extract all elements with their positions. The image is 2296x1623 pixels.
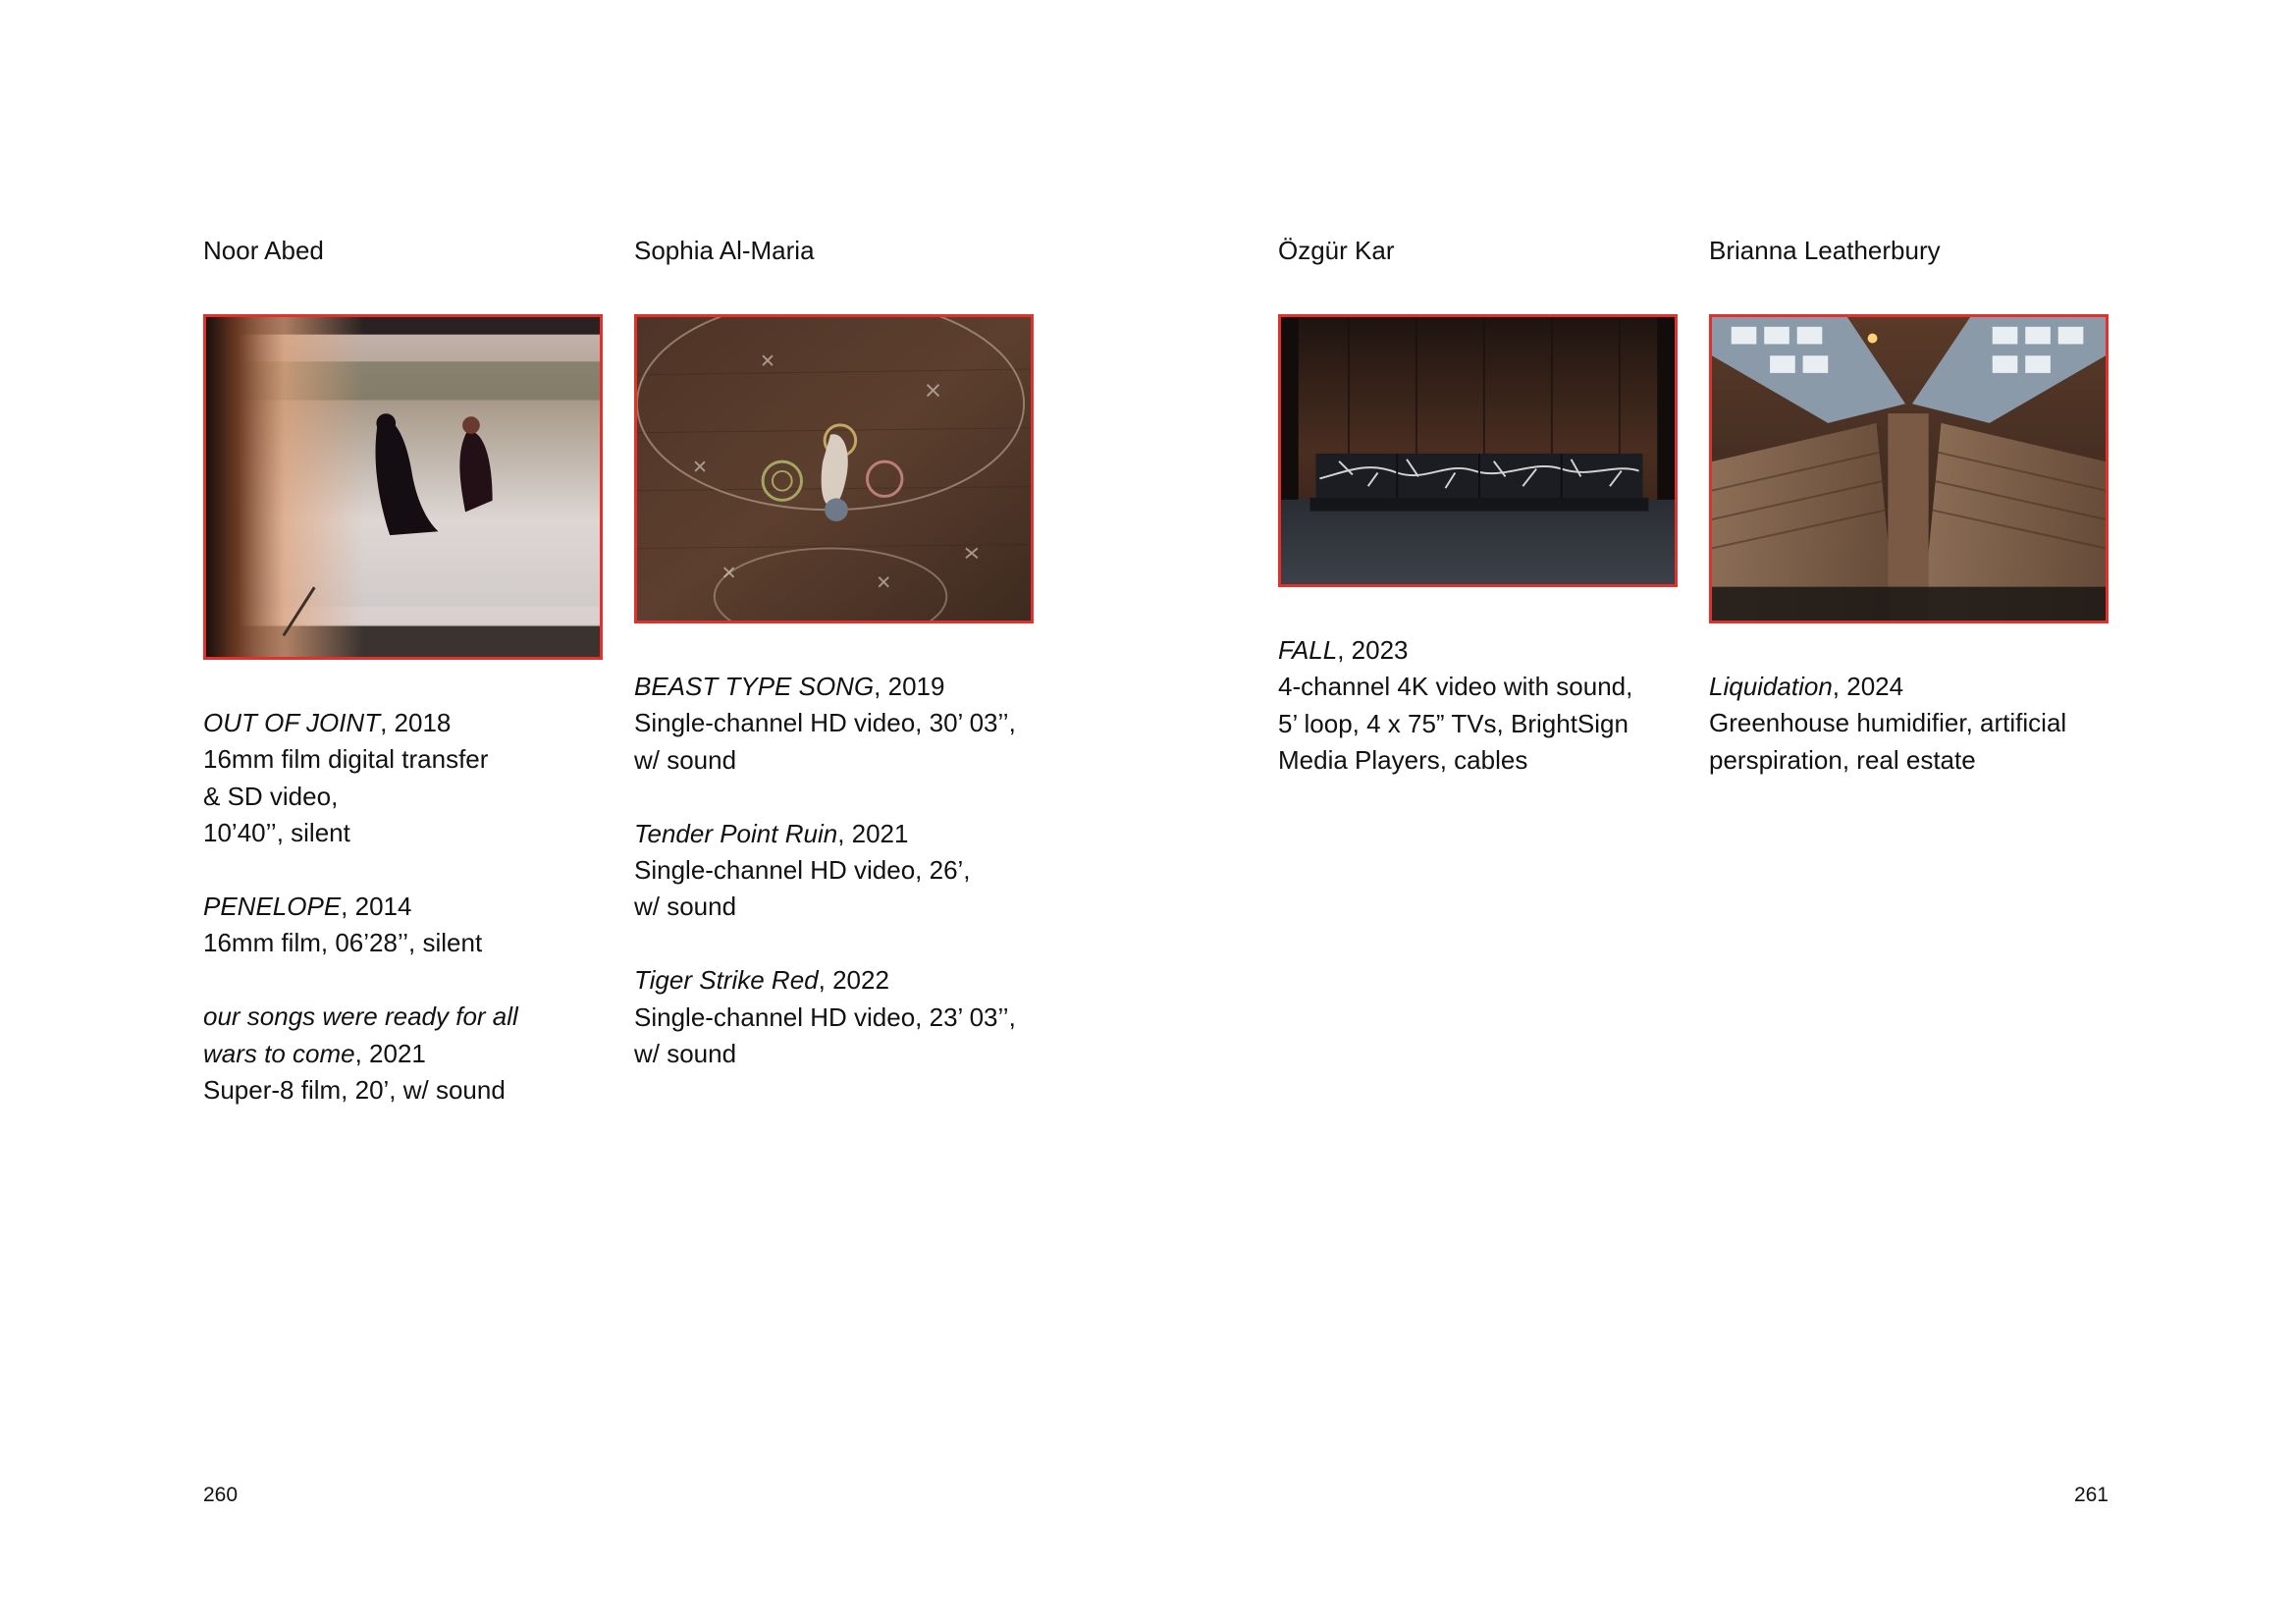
work-detail: Single-channel HD video, 26’, [634,855,971,886]
work-year: , 2021 [354,1038,426,1068]
works-list [203,705,518,1109]
work-title: Tiger Strike Red [634,965,819,996]
work-title-line: our songs were ready for all [203,1001,518,1032]
installation-image [1281,317,1675,584]
work-year: , 2014 [341,892,412,922]
work-detail: Single-channel HD video, 23’ 03’’, [634,1001,1016,1032]
artwork-image-beast-type-song [634,314,1034,623]
work-entry [1278,632,1632,780]
works-list [1278,632,1632,780]
work-entry [634,816,1016,926]
works-list [1709,669,2066,779]
floor-drawing-image [637,317,1031,621]
page-number-right: 261 [2073,1484,2109,1506]
work-detail: 10’40’’, silent [203,818,350,848]
work-detail: 16mm film digital transfer [203,744,489,775]
artist-name: Özgür Kar [1278,236,1395,265]
artist-name: Brianna Leatherbury [1709,236,1941,265]
work-detail: Media Players, cables [1278,745,1528,776]
page-number-left: 260 [203,1484,239,1506]
film-still-image [206,317,600,657]
artist-name: Sophia Al-Maria [634,236,815,265]
work-entry [203,705,518,852]
work-title: FALL [1278,635,1338,665]
work-detail: Greenhouse humidifier, artificial [1709,708,2067,738]
work-year: , 2021 [837,818,909,848]
work-detail: & SD video, [203,781,339,811]
artwork-image-out-of-joint [203,314,603,660]
work-year: , 2022 [818,965,889,996]
work-detail: 4-channel 4K video with sound, [1278,672,1633,702]
ceiling-image [1712,317,2106,621]
work-title: Tender Point Ruin [634,818,838,848]
work-year: , 2024 [1832,672,1904,701]
work-detail: 16mm film, 06’28’’, silent [203,928,483,958]
work-detail: w/ sound [634,1039,737,1069]
work-detail: Single-channel HD video, 30’ 03’’, [634,708,1016,738]
work-year: , 2023 [1337,635,1409,665]
work-title: PENELOPE [203,892,342,922]
work-title: OUT OF JOINT [203,708,381,737]
work-title-line: wars to come [203,1038,355,1068]
work-detail: 5’ loop, 4 x 75” TVs, BrightSign [1278,708,1629,738]
work-title: Liquidation [1709,672,1833,701]
work-detail: Super-8 film, 20’, w/ sound [203,1075,506,1106]
work-entry [634,669,1016,779]
work-title: BEAST TYPE SONG [634,672,875,701]
work-year: , 2019 [874,672,945,701]
work-entry [1709,669,2066,779]
work-year: , 2018 [380,708,452,737]
work-detail: perspiration, real estate [1709,744,1976,775]
artwork-image-fall [1278,314,1678,587]
work-entry [203,999,518,1109]
work-entry [203,889,518,962]
work-detail: w/ sound [634,892,737,922]
artist-name: Noor Abed [203,236,324,265]
work-entry [634,962,1016,1072]
work-detail: w/ sound [634,744,737,775]
works-list [634,669,1016,1072]
artwork-image-liquidation [1709,314,2109,623]
